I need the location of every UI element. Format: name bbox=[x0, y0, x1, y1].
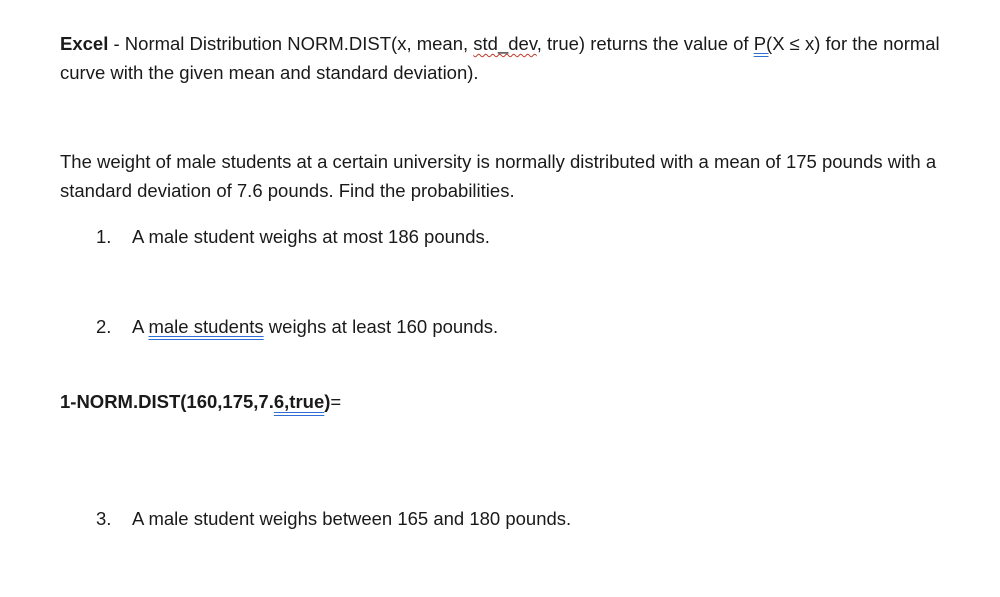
spelling-flag-std-dev[interactable]: std_dev bbox=[473, 33, 537, 54]
intro-text-1: - Normal Distribution NORM.DIST(x, mean, bbox=[108, 33, 474, 54]
list-number: 2. bbox=[96, 316, 112, 337]
list-text-post: weighs at least 160 pounds. bbox=[263, 316, 499, 337]
intro-text-3: X ≤ x) for the normal curve with the given mean and standard deviation). bbox=[60, 33, 940, 83]
list-text: A male student weighs at most 186 pounds. bbox=[132, 226, 490, 247]
list-number: 3. bbox=[96, 508, 112, 529]
grammar-flag-male-students[interactable]: male students bbox=[148, 316, 264, 337]
formula-equals: = bbox=[330, 391, 342, 412]
intro-text-2: , true) returns the value of bbox=[536, 33, 754, 54]
intro-paragraph bbox=[60, 29, 980, 87]
problem-paragraph: The weight of male students at a certain university is normally distributed with a mean of 175 pounds with a standard deviation of 7.6 pounds. Find the probabilities. bbox=[60, 151, 937, 201]
grammar-flag-p[interactable]: P( bbox=[753, 33, 773, 54]
list-item bbox=[96, 312, 498, 341]
excel-formula bbox=[60, 387, 341, 416]
list-item bbox=[96, 504, 571, 533]
list-number: 1. bbox=[96, 226, 112, 247]
intro-bold-lead: Excel bbox=[60, 33, 109, 54]
list-item bbox=[96, 222, 490, 251]
formula-flag[interactable]: 6,true bbox=[273, 391, 325, 412]
list-text-pre: A bbox=[132, 316, 149, 337]
formula-part-1: 1-NORM.DIST(160,175,7. bbox=[60, 391, 274, 412]
formula-part-2: ) bbox=[324, 391, 331, 412]
list-text: A male student weighs between 165 and 180 pounds. bbox=[132, 508, 572, 529]
